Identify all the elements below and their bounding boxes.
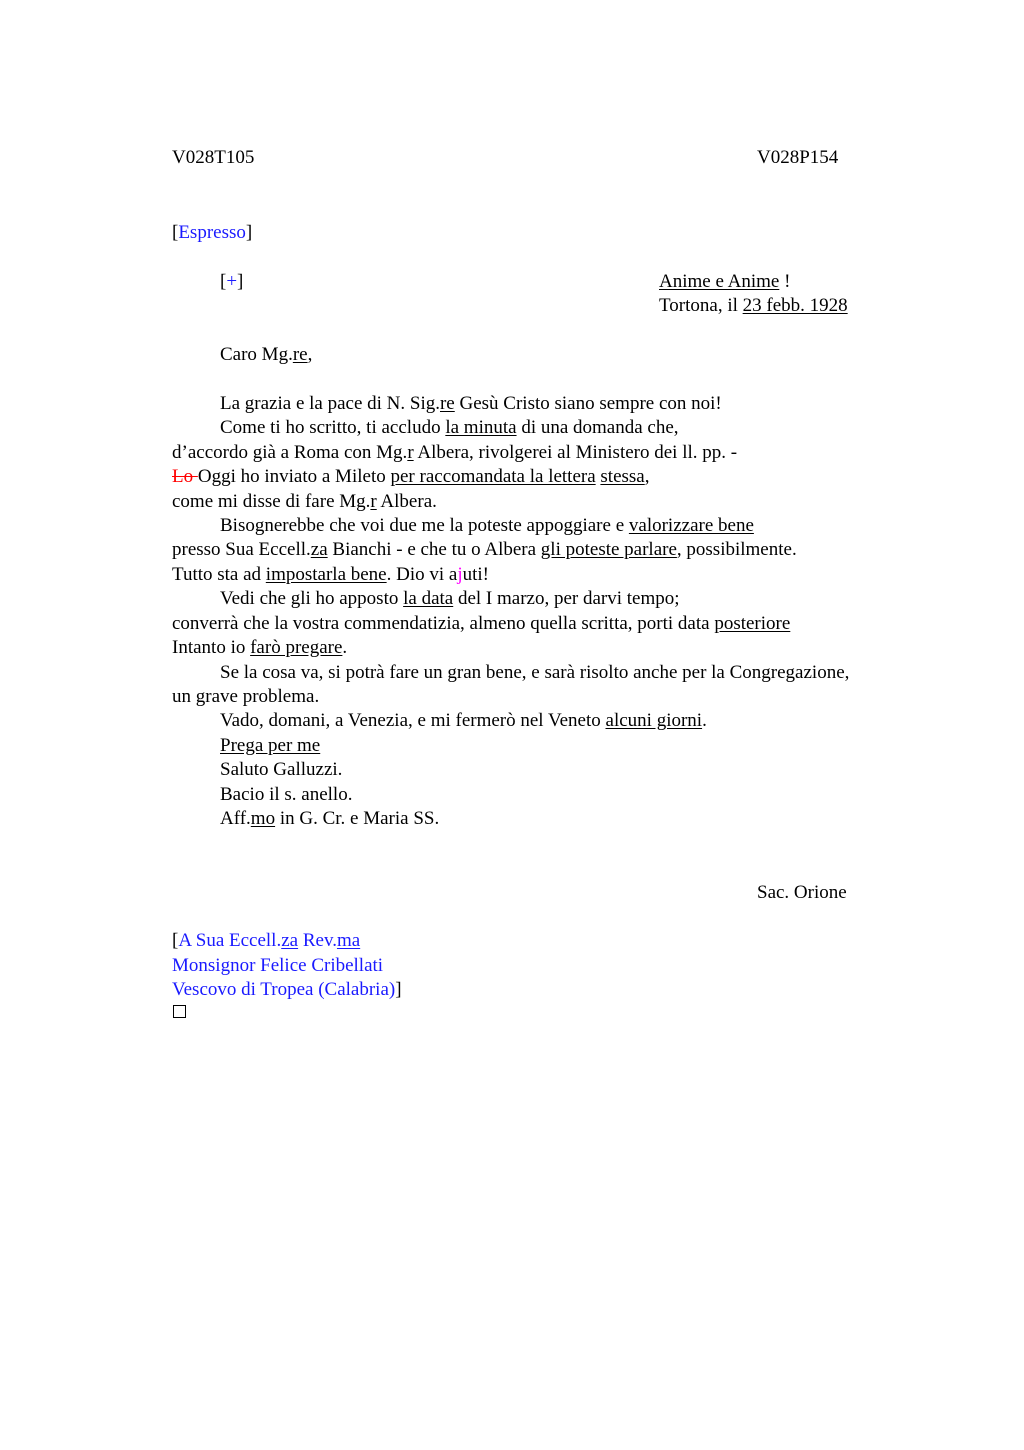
cross-icon: + <box>226 271 238 292</box>
greeting-abbr: re <box>292 344 308 365</box>
checkbox-icon <box>173 1005 186 1018</box>
body-line: d’accordo già a Roma con Mg.r Albera, rivolgerei al Ministero dei ll. pp. - <box>172 442 738 463</box>
signature: Sac. Orione <box>757 882 847 903</box>
body-line: Vedi che gli ho apposto la data del I marzo, per darvi tempo; <box>220 588 680 609</box>
espresso-label: Espresso <box>178 222 246 243</box>
bracket-open: [ <box>172 222 179 243</box>
body-line: presso Sua Eccell.za Bianchi - e che tu o Albera gli poteste parlare, possibilmente. <box>172 539 797 560</box>
address-line: [A Sua Eccell.za Rev.ma <box>172 930 361 951</box>
cross-annotation <box>220 270 243 294</box>
date: 23 febb. 1928 <box>742 295 848 316</box>
address-line: Vescovo di Tropea (Calabria)] <box>172 979 402 1000</box>
body-line: Vado, domani, a Venezia, e mi fermerò nel Veneto alcuni giorni. <box>220 710 707 731</box>
body-line: La grazia e la pace di N. Sig.re Gesù Cristo siano sempre con noi! <box>220 393 722 414</box>
body-line: Prega per me <box>220 735 321 756</box>
bracket-close: ] <box>237 271 244 292</box>
bracket-close: ] <box>245 222 253 243</box>
body-line: come mi disse di fare Mg.r Albera. <box>172 491 437 512</box>
espresso-annotation <box>172 221 252 245</box>
body-line: Come ti ho scritto, ti accludo la minuta di una domanda che, <box>220 417 679 438</box>
body-line: un grave problema. <box>172 686 320 707</box>
body-line: Bacio il s. anello. <box>220 784 353 805</box>
body-line: Se la cosa va, si potrà fare un gran bene, e sarà risolto anche per la Congregazione, <box>220 662 850 683</box>
body-line: Tutto sta ad impostarla bene. Dio vi ajuti! <box>172 564 490 585</box>
deleted-text: Lo <box>172 466 198 487</box>
body-line: Intanto io farò pregare. <box>172 637 348 658</box>
address-line: Monsignor Felice Cribellati <box>172 955 384 976</box>
body-line: Saluto Galluzzi. <box>220 759 343 780</box>
place-date <box>659 294 848 318</box>
document-code-left: V028T105 <box>172 147 255 168</box>
motto-text: Anime e Anime <box>659 271 780 292</box>
closing-line: Aff.mo in G. Cr. e Maria SS. <box>220 808 440 829</box>
inserted-letter: j <box>457 564 463 585</box>
greeting <box>220 343 312 367</box>
motto-punct: ! <box>779 271 791 292</box>
place: Tortona, il <box>659 295 743 316</box>
body-line: Bisognerebbe che voi due me la poteste appoggiare e valorizzare bene <box>220 515 754 536</box>
body-line: converrà che la vostra commendatizia, almeno quella scritta, porti data posteriore <box>172 613 791 634</box>
greeting-comma: , <box>307 344 313 365</box>
body-line: Lo Oggi ho inviato a Mileto per raccomandata la lettera stessa, <box>172 466 650 487</box>
bracket-open: [ <box>220 271 227 292</box>
motto <box>659 270 790 294</box>
greeting-text: Caro Mg. <box>220 344 293 365</box>
document-code-right: V028P154 <box>757 147 839 168</box>
